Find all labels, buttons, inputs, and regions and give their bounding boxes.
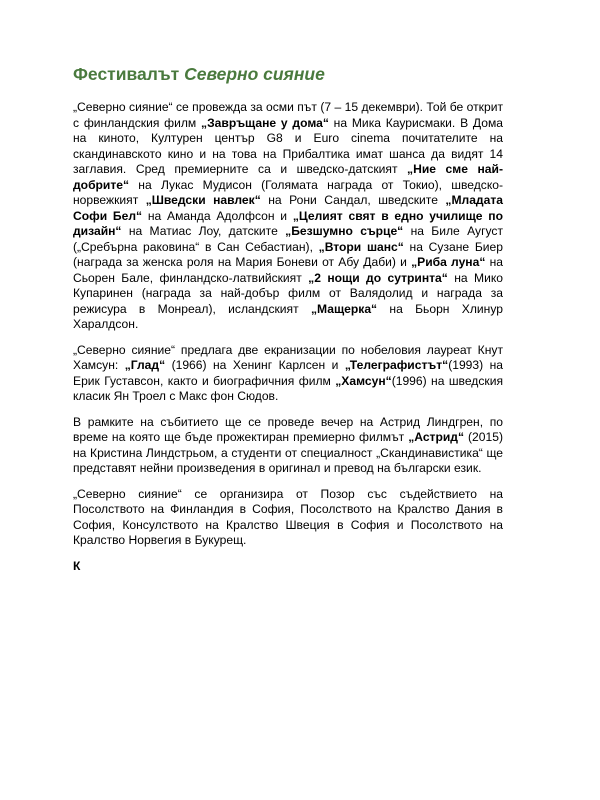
film-title: „Астрид“ xyxy=(408,430,465,444)
paragraph-text: на Биле Аугуст („Сребърна раковина“ в Сан Себастиан), xyxy=(73,224,503,254)
paragraph-text: на Мика Каурисмаки. В Дома на киното, Културен център G8 и Euro cinema почитателите на скандинавското кино и на това на Прибалтика имат шанса да видят 14 заглавия. Сред премиерните са и шведско-датският xyxy=(73,115,504,176)
body-paragraph xyxy=(73,100,503,333)
film-title: „Завръщане у дома“ xyxy=(201,115,329,130)
paragraph-text: на Лукас Мудисон (Голямата награда от Токио), шведско-норвежкият xyxy=(73,177,503,207)
film-title: „Хамсун“ xyxy=(335,373,392,388)
paragraph-text: (2015) на Кристина Линдстрьом, а студенти от специалност „Скандинавистика“ ще представят нейни произведения в оригинал и превод на български език. xyxy=(73,430,503,475)
paragraph-text: В рамките на събитието ще се проведе вечер на Астрид Линдгрен, по време на която ще бъде прожектиран премиерно филмът xyxy=(73,414,503,444)
film-title: „Мащерка“ xyxy=(310,301,378,316)
film-title: „Шведски навлек“ xyxy=(145,193,261,207)
paragraph-text: на Сузане Биер (награда за женска роля на Мария Боневи от Абу Даби) и xyxy=(73,239,503,269)
author-initial: К xyxy=(73,558,81,573)
paragraph-text: на Рони Сандал, шведските xyxy=(260,193,446,207)
film-title: „Телеграфистът“ xyxy=(344,358,449,372)
paragraph-text: (1993) на Ерик Густавсон, както и биографичния филм xyxy=(73,358,503,388)
paragraph-text: „Северно сияние“ предлага две екранизации по нобеловия лауреат Кнут Хамсун: xyxy=(73,342,503,372)
paragraph-text: (1996) на шведския класик Ян Троел с Макс фон Сюдов. xyxy=(73,373,504,403)
article-title xyxy=(73,64,325,85)
article-title-prefix: Фестивалът xyxy=(73,64,185,84)
film-title: „Глад“ xyxy=(124,358,166,372)
paragraph-text: на Мико Купаринен (награда за най-добър филм от Валядолид и награда за режисура в Монреал), исландският xyxy=(73,270,503,316)
body-paragraph xyxy=(73,415,503,477)
body-paragraph xyxy=(73,487,503,549)
paragraph-text: на Сьорен Бале, финландско-латвийският xyxy=(73,255,504,285)
paragraph-text: „Северно сияние“ се организира от Позор със съдействието на Посолството на Финландия в София, Посолството на Кралство Дания в София, Консулството на Кралство Швеция в София и Посолството на Кралство Норвегия в Букурещ. xyxy=(73,486,503,547)
paragraph-text: на Аманда Адолфсон и xyxy=(142,208,293,223)
paragraph-text: (1966) на Хенинг Карлсен и xyxy=(165,358,345,372)
film-title: „Втори шанс“ xyxy=(318,239,404,254)
article-title-emphasis: Северно сияние xyxy=(184,64,325,84)
paragraph-text: на Бьорн Хлинур Харалдсон. xyxy=(73,301,503,331)
film-title: „Риба луна“ xyxy=(411,255,486,269)
film-title: „Ние сме най-добрите“ xyxy=(73,162,503,192)
paragraph-text: „Северно сияние“ се провежда за осми път (7 – 15 декември). Той бе открит с финландския филм xyxy=(73,100,503,130)
paragraph-text: на Матиас Лоу, датските xyxy=(121,224,286,238)
film-title: „Младата Софи Бел“ xyxy=(73,193,503,223)
article-body xyxy=(73,100,503,573)
film-title: „Безшумно сърце“ xyxy=(285,224,404,238)
film-title: „Целият свят в едно училище по дизайн“ xyxy=(73,208,503,238)
body-paragraph xyxy=(73,343,503,405)
film-title: „2 нощи до сутринта“ xyxy=(308,270,448,285)
